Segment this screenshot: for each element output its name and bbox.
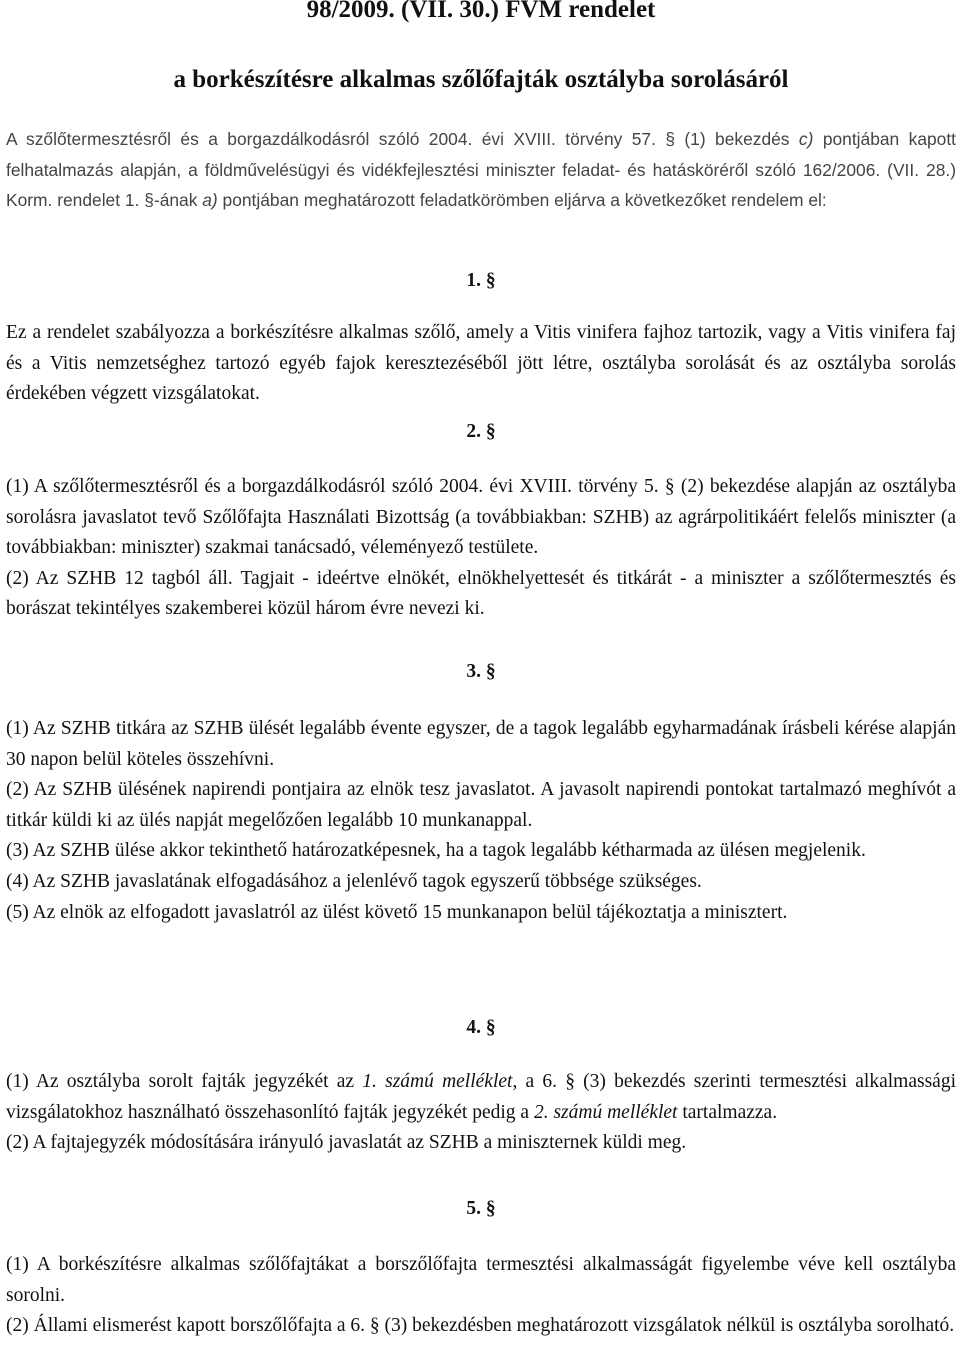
section-4-paragraph-2: (2) A fajtajegyzék módosítására irányuló javaslatát az SZHB a miniszternek küldi meg. xyxy=(6,1132,687,1154)
section-2-paragraph-1: (1) A szőlőtermesztésről és a borgazdálkodásról szóló 2004. évi XVIII. törvény 5. § (2) bekezdése alapján az osztályba sorolásra javaslatot tevő Szőlőfajta Használati Bizottság (a továbbiakban: SZHB) az agrárpolitikáért felelős miniszter (a továbbiakban: miniszter) szakmai tanácsadó, véleményező testülete. xyxy=(6,476,956,559)
section-1-body xyxy=(6,318,956,410)
document-subtitle: a borkészítésre alkalmas szőlőfajták osztályba sorolásáról xyxy=(173,66,789,93)
section-4-text-a: (1) Az osztályba sorolt fajták jegyzékét az xyxy=(6,1071,363,1092)
section-2-paragraph-2: (2) Az SZHB 12 tagból áll. Tagjait - ideértve elnökét, elnökhelyettesét és titkárát - a miniszter a szőlőtermesztés és borászat tekintélyes szakemberei közül három évre nevezi ki. xyxy=(6,567,956,620)
section-5-paragraph-2: (2) Állami elismerést kapott borszőlőfajta a 6. § (3) bekezdésben meghatározott vizsgálatok nélkül is osztályba sorolható. xyxy=(6,1315,955,1337)
preamble xyxy=(6,124,956,216)
section-5-paragraph-1: (1) A borkészítésre alkalmas szőlőfajtákat a borszőlőfajta termesztési alkalmasságát figyelembe véve kell osztályba sorolni. xyxy=(6,1254,956,1306)
annex-1-reference: 1. számú melléklet xyxy=(362,1071,513,1092)
preamble-text-2: pontjában kapott felhatalmazás alapján, a földművelésügyi és vidékfejlesztési miniszter feladat- és hatásköréről szóló 162/2006. (VII. 28.) Korm. rendelet 1. §-ának xyxy=(6,129,956,210)
annex-2-reference: 2. számú melléklet xyxy=(533,1101,678,1123)
preamble-point-c: c) xyxy=(798,129,814,149)
section-4-paragraph-1 xyxy=(6,1067,956,1128)
section-5-body xyxy=(6,1250,956,1342)
section-3-paragraph-1: (1) Az SZHB titkára az SZHB ülését legalább évente egyszer, de a tagok legalább egyharmadának írásbeli kérése alapján 30 napon belül köteles összehívni. xyxy=(6,718,956,770)
preamble-text-1: A szőlőtermesztésről és a borgazdálkodásról szóló 2004. évi XVIII. törvény 57. § (1) bekezdés xyxy=(6,129,799,149)
document-title: 98/2009. (VII. 30.) FVM rendelet xyxy=(306,0,656,23)
section-4-text-c: , a 6. § (3) bekezdés szerinti termesztési alkalmassági vizsgálatokhoz használható összehasonlító fajták jegyzékét pedig a xyxy=(6,1071,956,1123)
section-heading-5: 5. § xyxy=(466,1198,496,1219)
section-3-paragraph-5: (5) Az elnök az elfogadott javaslatról az ülést követő 15 munkanapon belül tájékoztatja a minisztert. xyxy=(6,901,788,923)
section-3-paragraph-4: (4) Az SZHB javaslatának elfogadásához a jelenlévő tagok egyszerű többsége szükséges. xyxy=(6,870,702,892)
section-heading-1: 1. § xyxy=(466,270,496,291)
section-3-paragraph-3: (3) Az SZHB ülése akkor tekinthető határozatképesnek, ha a tagok legalább kétharmada az ülésen megjelenik. xyxy=(6,840,866,862)
section-4-text-e: tartalmazza. xyxy=(677,1101,778,1123)
section-heading-2: 2. § xyxy=(466,421,496,442)
section-3-paragraph-2: (2) Az SZHB ülésének napirendi pontjaira az elnök tesz javaslatot. A javasolt napirendi pontokat tartalmazó meghívót a titkár küldi ki az ülés napját megelőzően legalább 10 munkanappal. xyxy=(6,779,956,831)
preamble-point-a: a) xyxy=(202,190,218,210)
section-1-paragraph: Ez a rendelet szabályozza a borkészítésre alkalmas szőlő, amely a Vitis vinifera fajhoz tartozik, vagy a Vitis vinifera faj és a Vitis nemzetséghez tartozó egyéb fajok keresztezéséből jött létre, osztályba sorolását és az osztályba sorolás érdekében végzett vizsgálatokat. xyxy=(6,322,956,405)
section-3-body xyxy=(6,714,956,928)
section-heading-4: 4. § xyxy=(466,1017,496,1038)
section-4-body xyxy=(6,1067,956,1159)
section-heading-3: 3. § xyxy=(466,661,496,682)
section-2-body xyxy=(6,472,956,625)
preamble-text-3: pontjában meghatározott feladatkörömben eljárva a következőket rendelem el: xyxy=(217,190,827,210)
